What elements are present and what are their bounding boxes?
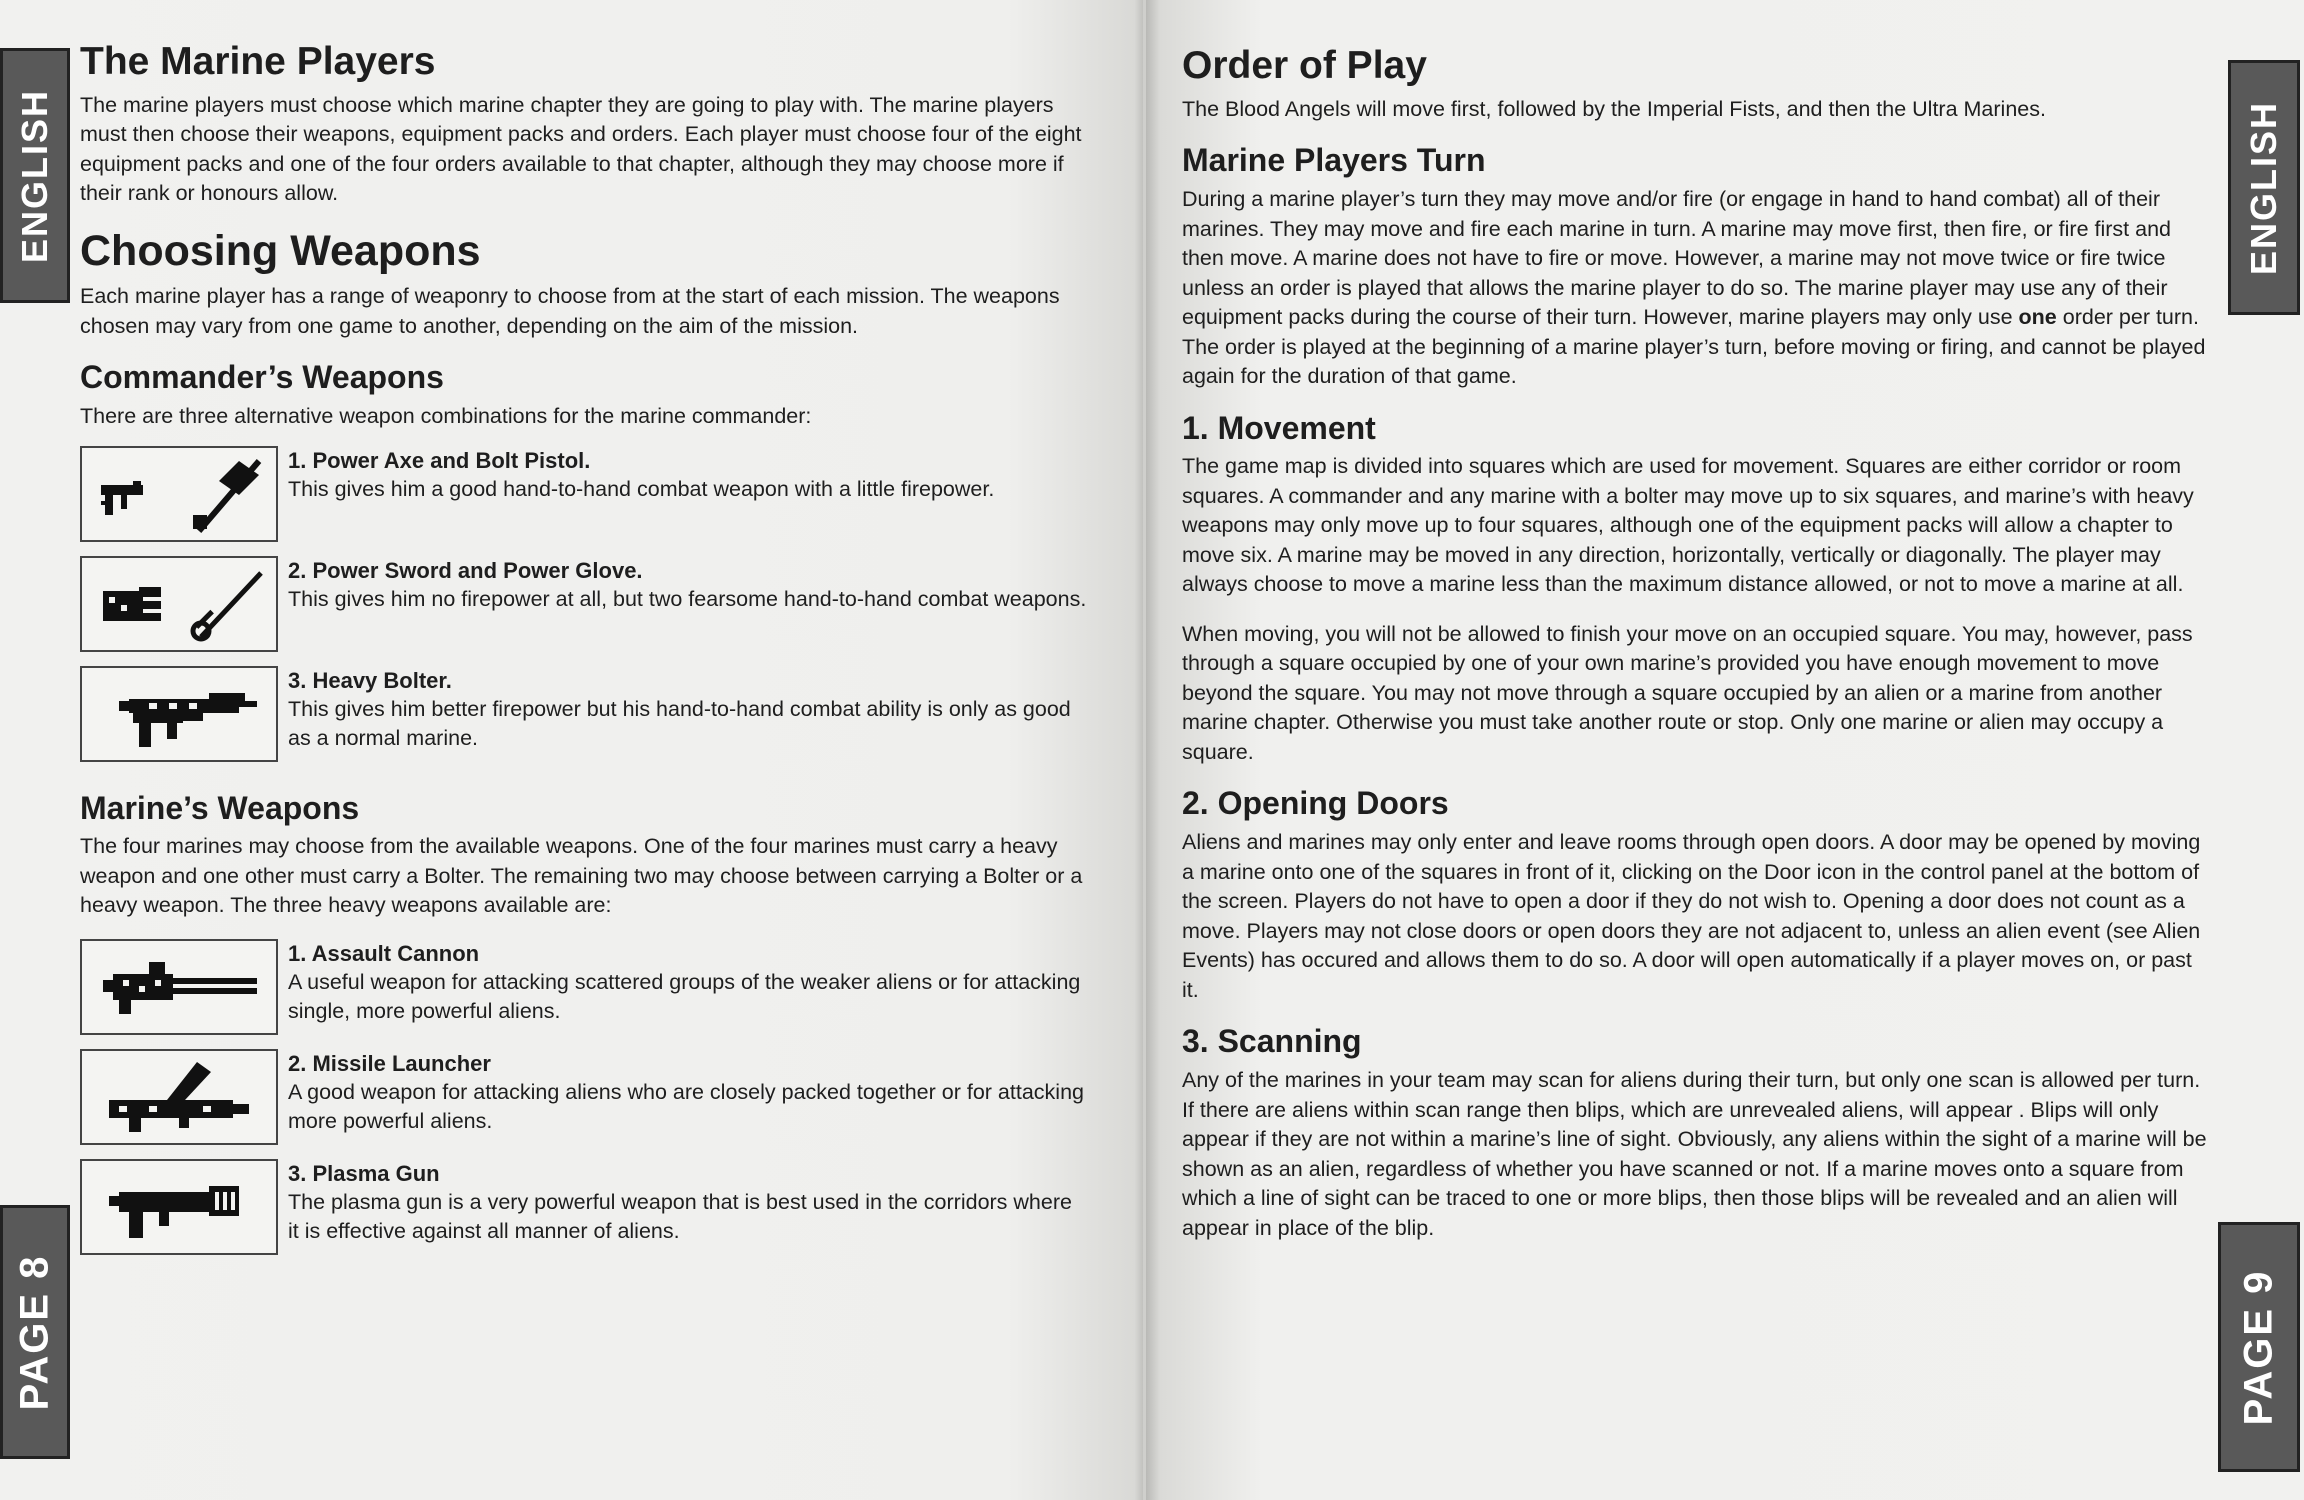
- weapon-title: 3. Plasma Gun: [288, 1160, 440, 1186]
- right-column: [1182, 44, 2212, 1261]
- order-of-play-heading: Order of Play: [1182, 44, 1427, 87]
- weapon-option: [80, 1159, 1090, 1259]
- weapon-title: 2. Power Sword and Power Glove.: [288, 557, 643, 583]
- missile-launcher-icon: [80, 1049, 278, 1145]
- axe-pistol-icon: [80, 446, 278, 542]
- weapon-title: 3. Heavy Bolter.: [288, 667, 452, 693]
- weapon-option: [80, 939, 1090, 1039]
- page-number-left: PAGE 8: [12, 1254, 57, 1410]
- marine-players-heading: The Marine Players: [80, 40, 436, 83]
- marine-players-turn-section: [1182, 142, 2212, 391]
- marine-players-turn-heading: Marine Players Turn: [1182, 142, 1486, 179]
- movement-section: [1182, 410, 2212, 768]
- weapon-title: 1. Power Axe and Bolt Pistol.: [288, 447, 591, 473]
- movement-heading: 1. Movement: [1182, 409, 1376, 446]
- marines-weapons-intro: The four marines may choose from the available weapons. One of the four marines must carry a heavy weapon and one other must carry a Bolter. The remaining two may choose between carrying a Bolter or a heavy weapon. The three heavy weapons available are:: [80, 834, 1083, 918]
- language-tab-left: [0, 48, 70, 303]
- weapon-option: [80, 666, 1090, 766]
- weapon-description: This gives him better firepower but his hand-to-hand combat ability is only as good as a normal marine.: [288, 696, 1071, 751]
- weapon-description: The plasma gun is a very powerful weapon that is best used in the corridors where it is effective against all manner of aliens.: [288, 1189, 1072, 1244]
- weapon-title: 1. Assault Cannon: [288, 940, 480, 966]
- commanders-weapons-intro: There are three alternative weapon combinations for the marine commander:: [80, 404, 812, 429]
- marines-weapons-heading: Marine’s Weapons: [80, 789, 360, 826]
- scanning-heading: 3. Scanning: [1182, 1023, 1362, 1060]
- weapon-option: [80, 556, 1090, 656]
- marine-players-body: The marine players must choose which marine chapter they are going to play with. The marine players must then choose their weapons, equipment packs and orders. Each player must choose four of the eight equipment packs and one of the four orders available to that chapter, although they may choose more if their rank or honours allow.: [80, 92, 1082, 206]
- page-number-tab-left: [0, 1205, 70, 1459]
- choosing-weapons-section: [80, 227, 1090, 341]
- heavy-bolter-icon: [80, 666, 278, 762]
- sword-glove-icon: [80, 556, 278, 652]
- weapon-description: This gives him a good hand-to-hand combat weapon with a little firepower.: [288, 476, 995, 501]
- marine-players-turn-body: [1182, 185, 2212, 392]
- opening-doors-section: [1182, 785, 2212, 1005]
- turn-body-part1: During a marine player’s turn they may move and/or fire (or engage in hand to hand combat) all of their marines. They may move and fire each marine in turn. A marine may move first, then fire, or fire first and then move. A marine does not have to fire or move. However, a marine may not move twice or fire twice unless an order is played that allows the marine player to do so. The marine player may use any of their equipment packs during the course of their turn. However, marine players may only use: [1182, 187, 2171, 330]
- commanders-weapons-heading: Commander’s Weapons: [80, 359, 444, 396]
- weapon-description: This gives him no firepower at all, but two fearsome hand-to-hand combat weapons.: [288, 586, 1087, 611]
- weapon-title: 2. Missile Launcher: [288, 1050, 491, 1076]
- left-column: [80, 40, 1090, 1277]
- scanning-section: [1182, 1023, 2212, 1243]
- weapon-description: A useful weapon for attacking scattered groups of the weaker aliens or for attacking single, more powerful aliens.: [288, 969, 1081, 1024]
- weapon-description: A good weapon for attacking aliens who are closely packed together or for attacking more powerful aliens.: [288, 1079, 1084, 1134]
- scanning-body: Any of the marines in your team may scan for aliens during their turn, but only one scan is allowed per turn. If there are aliens within scan range then blips, which are unrevealed aliens, will appear . Blips will only appear if they are not within a marine’s line of sight. Obviously, any aliens within the sight of a marine will be shown as an alien, regardless of whether you have scanned or not. If a marine moves onto a square from which a line of sight can be traced to one or more blips, then those blips will be revealed and an alien will appear in place of the blip.: [1182, 1068, 2207, 1240]
- choosing-weapons-body: Each marine player has a range of weaponry to choose from at the start of each mission. The weapons chosen may vary from one game to another, depending on the aim of the mission.: [80, 284, 1060, 338]
- language-tab-right-label: ENGLISH: [2243, 100, 2285, 275]
- left-page: [0, 0, 1146, 1500]
- turn-body-bold: one: [2018, 305, 2057, 330]
- movement-para1: The game map is divided into squares which are used for movement. Squares are either corridor or room squares. A commander and any marine with a bolter may move up to six squares, and marine’s with heavy weapons may only move up to four squares, although one of the equipment packs will allow a chapter to move six. A marine may be moved in any direction, horizontally, vertically or diagonally. The player may always choose to move a marine less than the maximum distance allowed, or not to move a marine at all.: [1182, 454, 2194, 597]
- turn-body-part2: order per turn. The order is played at the beginning of a marine player’s turn, before moving or firing, and cannot be played again for the duration of that game.: [1182, 305, 2206, 389]
- language-tab-left-label: ENGLISH: [14, 88, 56, 263]
- language-tab-right: [2228, 60, 2300, 315]
- choosing-weapons-heading: Choosing Weapons: [80, 226, 481, 275]
- marines-weapons-section: [80, 790, 1090, 1259]
- plasma-gun-icon: [80, 1159, 278, 1255]
- weapon-option: [80, 1049, 1090, 1149]
- page-number-right: PAGE 9: [2236, 1269, 2281, 1425]
- order-of-play-body: The Blood Angels will move first, followed by the Imperial Fists, and then the Ultra Marines.: [1182, 96, 2046, 121]
- page-number-tab-right: [2218, 1222, 2300, 1472]
- movement-para2: When moving, you will not be allowed to finish your move on an occupied square. You may, however, pass through a square occupied by one of your own marine’s provided you have enough movement to move beyond the square. You may not move through a square occupied by an alien or a marine from another marine chapter. Otherwise you must take another route or stop. Only one marine or alien may occupy a square.: [1182, 621, 2193, 764]
- marine-players-section: [80, 40, 1090, 209]
- opening-doors-heading: 2. Opening Doors: [1182, 785, 1449, 822]
- weapon-option: [80, 446, 1090, 546]
- opening-doors-body: Aliens and marines may only enter and leave rooms through open doors. A door may be opened by moving a marine onto one of the squares in front of it, clicking on the Door icon in the control panel at the bottom of the screen. Players do not have to open a door if they do not wish to. Opening a door does not count as a move. Players may not close doors or open doors they are not adjacent to, unless an alien event (see Alien Events) has occured and allows them to do so. A door will open automatically if a player moves on, or past it.: [1182, 830, 2201, 1002]
- order-of-play-section: [1182, 44, 2212, 124]
- commanders-weapons-section: [80, 359, 1090, 765]
- assault-cannon-icon: [80, 939, 278, 1035]
